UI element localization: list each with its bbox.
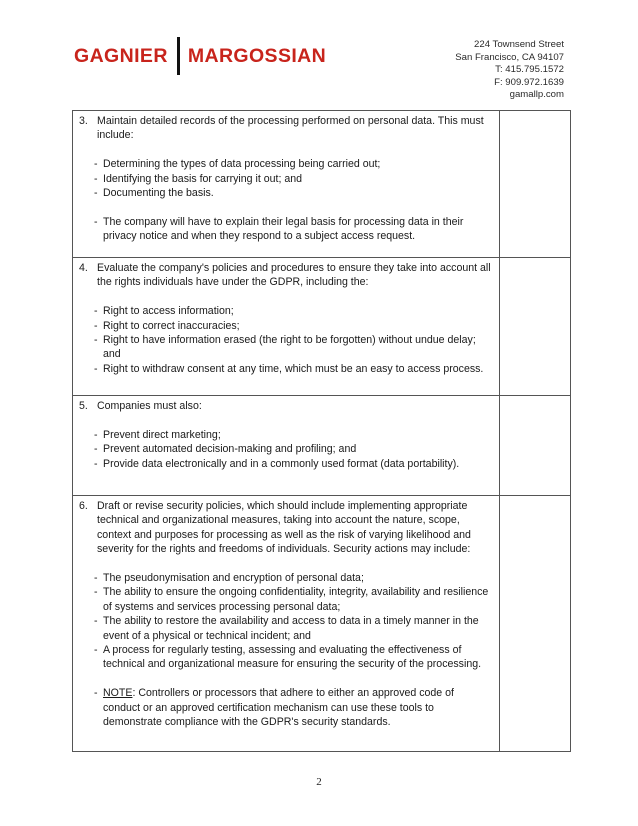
item-number: 3. xyxy=(79,115,88,127)
bullet-list xyxy=(79,428,493,471)
item-intro: Evaluate the company's policies and procedures to ensure they take into account all the rights individuals have under the GDPR, including the: xyxy=(97,262,491,289)
bullet-dash: - xyxy=(94,215,98,228)
bullet-text: The company will have to explain their legal basis for processing data in their privacy notice and when they respond to a subject access request. xyxy=(103,215,464,243)
requirement-cell xyxy=(73,396,500,496)
address-fax: F: 909.972.1639 xyxy=(494,76,564,88)
item-number: 6. xyxy=(79,500,88,512)
bullet-list xyxy=(79,215,493,244)
bullet-item xyxy=(79,215,493,244)
bullet-text: A process for regularly testing, assessing and evaluating the effectiveness of technical and organizational measure for ensuring the security of the processing. xyxy=(103,644,482,671)
page-number: 2 xyxy=(316,776,322,788)
bullet-dash: - xyxy=(94,615,98,628)
bullet-text: Documenting the basis. xyxy=(103,187,214,200)
bullet-text: Determining the types of data processing being carried out; xyxy=(103,158,381,171)
bullet-item xyxy=(79,585,493,614)
bullet-text: The ability to restore the availability and access to data in a timely manner in the event of a physical or technical incident; and xyxy=(103,615,479,642)
requirement-cell xyxy=(73,496,500,752)
bullet-dash: - xyxy=(94,362,98,375)
checklist-table xyxy=(72,110,571,752)
bullet-text: Prevent automated decision-making and profiling; and xyxy=(103,443,357,456)
address-phone: T: 415.795.1572 xyxy=(495,64,564,76)
bullet-item xyxy=(79,333,493,362)
bullet-text: Right to access information; xyxy=(103,305,234,318)
bullet-item xyxy=(79,319,493,333)
bullet-dash: - xyxy=(94,457,98,470)
bullet-dash: - xyxy=(94,187,98,200)
bullet-item xyxy=(79,172,493,186)
item-number: 4. xyxy=(79,262,88,274)
item-intro: Companies must also: xyxy=(97,400,202,412)
bullet-list xyxy=(79,571,493,672)
bullet-list xyxy=(79,157,493,200)
bullet-dash: - xyxy=(94,172,98,185)
bullet-item xyxy=(79,428,493,442)
bullet-item xyxy=(79,304,493,318)
bullet-dash: - xyxy=(94,305,98,318)
bullet-dash: - xyxy=(94,687,98,700)
note-text: : Controllers or processors that adhere to either an approved code of conduct or an approved certification mechanism can use these tools to demonstrate compliance with the GDPR's security standards. xyxy=(103,687,454,729)
checklist-row xyxy=(73,258,571,396)
checklist-row xyxy=(73,111,571,258)
logo-gagnier: GAGNIER xyxy=(74,44,168,67)
bullet-item xyxy=(79,186,493,200)
address-city: San Francisco, CA 94107 xyxy=(455,51,564,63)
item-number: 5. xyxy=(79,400,88,412)
bullet-dash: - xyxy=(94,586,98,599)
logo-divider xyxy=(177,37,180,75)
bullet-item xyxy=(79,157,493,171)
bullet-dash: - xyxy=(94,443,98,456)
status-cell[interactable] xyxy=(500,111,571,258)
bullet-dash: - xyxy=(94,158,98,171)
bullet-dash: - xyxy=(94,572,98,585)
bullet-dash: - xyxy=(94,319,98,332)
bullet-text: Right to withdraw consent at any time, which must be an easy to access process. xyxy=(103,362,484,375)
bullet-text: Identifying the basis for carrying it out; and xyxy=(103,172,303,185)
status-cell[interactable] xyxy=(500,258,571,396)
bullet-item xyxy=(79,643,493,672)
checklist-row xyxy=(73,496,571,752)
bullet-text: The pseudonymisation and encryption of personal data; xyxy=(103,572,364,585)
firm-logo xyxy=(74,36,326,76)
bullet-item xyxy=(79,442,493,456)
bullet-dash: - xyxy=(94,428,98,441)
bullet-text: Right to correct inaccuracies; xyxy=(103,319,240,332)
bullet-dash: - xyxy=(94,644,98,657)
item-intro: Maintain detailed records of the processing performed on personal data. This must include: xyxy=(97,115,484,142)
address-website[interactable]: gamallp.com xyxy=(509,89,564,101)
item-intro: Draft or revise security policies, which should include implementing appropriate technical and organizational measures, taking into account the nature, scope, context and purposes for processing as well as the risk of varying likelihood and severity for the rights and freedoms of individuals. Security actions may include: xyxy=(97,500,471,556)
note-item xyxy=(79,686,493,729)
bullet-list xyxy=(79,304,493,376)
bullet-item xyxy=(79,614,493,643)
address-street: 224 Townsend Street xyxy=(474,39,564,50)
checklist-row xyxy=(73,396,571,496)
bullet-text: Prevent direct marketing; xyxy=(103,428,221,441)
note-label: NOTE xyxy=(103,687,133,700)
logo-margossian: MARGOSSIAN xyxy=(187,44,327,67)
requirement-cell xyxy=(73,111,500,258)
requirement-cell xyxy=(73,258,500,396)
bullet-item xyxy=(79,362,493,376)
firm-address xyxy=(455,39,564,102)
bullet-text: Provide data electronically and in a commonly used format (data portability). xyxy=(103,457,460,470)
status-cell[interactable] xyxy=(500,396,571,496)
bullet-item xyxy=(79,571,493,585)
bullet-dash: - xyxy=(94,334,98,347)
bullet-text: Right to have information erased (the right to be forgotten) without undue delay; and xyxy=(103,334,476,361)
bullet-text: The ability to ensure the ongoing confidentiality, integrity, availability and resilience of systems and services processing personal data; xyxy=(103,586,489,613)
bullet-item xyxy=(79,457,493,471)
status-cell[interactable] xyxy=(500,496,571,752)
